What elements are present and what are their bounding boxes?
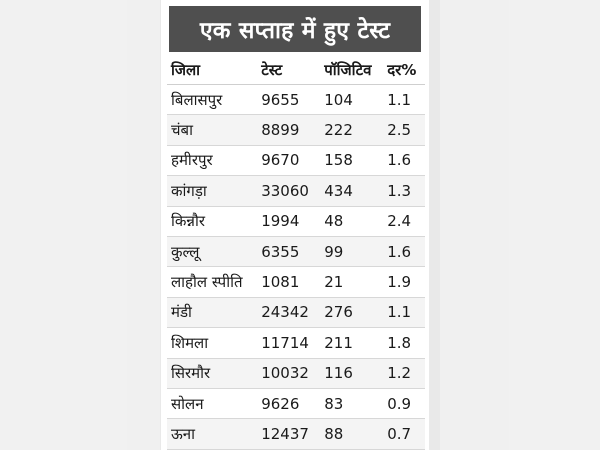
cell-district: बिलासपुर bbox=[167, 85, 257, 115]
cell-rate: 1.8 bbox=[383, 328, 425, 358]
cell-district: सोलन bbox=[167, 388, 257, 418]
cell-tests: 6355 bbox=[257, 236, 320, 266]
table-row bbox=[167, 297, 425, 327]
table-row bbox=[167, 85, 425, 115]
background-shade-left bbox=[0, 0, 160, 450]
cell-rate: 1.6 bbox=[383, 145, 425, 175]
cell-positive: 88 bbox=[320, 419, 383, 449]
cell-rate: 1.9 bbox=[383, 267, 425, 297]
table-row bbox=[167, 267, 425, 297]
cell-district: कुल्लू bbox=[167, 236, 257, 266]
cell-tests: 9626 bbox=[257, 388, 320, 418]
cell-positive: 222 bbox=[320, 115, 383, 145]
cell-rate: 1.1 bbox=[383, 297, 425, 327]
table-row bbox=[167, 115, 425, 145]
cell-tests: 1994 bbox=[257, 206, 320, 236]
cell-rate: 0.9 bbox=[383, 388, 425, 418]
header-positive: पॉजिटिव bbox=[320, 55, 383, 85]
cell-positive: 276 bbox=[320, 297, 383, 327]
table-row bbox=[167, 419, 425, 449]
header-district: जिला bbox=[167, 55, 257, 85]
table-row bbox=[167, 206, 425, 236]
table-row bbox=[167, 176, 425, 206]
cell-positive: 116 bbox=[320, 358, 383, 388]
header-rate: दर% bbox=[383, 55, 425, 85]
cell-district: सिरमौर bbox=[167, 358, 257, 388]
cell-rate: 1.1 bbox=[383, 85, 425, 115]
cell-district: हमीरपुर bbox=[167, 145, 257, 175]
cell-rate: 2.4 bbox=[383, 206, 425, 236]
district-tests-table bbox=[167, 55, 425, 450]
cell-tests: 10032 bbox=[257, 358, 320, 388]
cell-tests: 12437 bbox=[257, 419, 320, 449]
cell-positive: 21 bbox=[320, 267, 383, 297]
cell-rate: 1.2 bbox=[383, 358, 425, 388]
background-shade-right bbox=[440, 0, 600, 450]
cell-district: चंबा bbox=[167, 115, 257, 145]
cell-rate: 0.7 bbox=[383, 419, 425, 449]
cell-positive: 211 bbox=[320, 328, 383, 358]
cell-rate: 2.5 bbox=[383, 115, 425, 145]
cell-tests: 9670 bbox=[257, 145, 320, 175]
cell-positive: 48 bbox=[320, 206, 383, 236]
cell-rate: 1.6 bbox=[383, 236, 425, 266]
cell-rate: 1.3 bbox=[383, 176, 425, 206]
table-row bbox=[167, 388, 425, 418]
cell-district: ऊना bbox=[167, 419, 257, 449]
table-row bbox=[167, 358, 425, 388]
cell-tests: 8899 bbox=[257, 115, 320, 145]
cell-positive: 158 bbox=[320, 145, 383, 175]
cell-district: किन्नौर bbox=[167, 206, 257, 236]
cell-tests: 33060 bbox=[257, 176, 320, 206]
cell-positive: 83 bbox=[320, 388, 383, 418]
header-tests: टेस्ट bbox=[257, 55, 320, 85]
cell-district: कांगड़ा bbox=[167, 176, 257, 206]
cell-positive: 104 bbox=[320, 85, 383, 115]
cell-tests: 24342 bbox=[257, 297, 320, 327]
test-summary-card bbox=[161, 0, 429, 450]
cell-positive: 99 bbox=[320, 236, 383, 266]
cell-district: शिमला bbox=[167, 328, 257, 358]
cell-tests: 1081 bbox=[257, 267, 320, 297]
cell-tests: 9655 bbox=[257, 85, 320, 115]
table-row bbox=[167, 236, 425, 266]
cell-district: लाहौल स्पीति bbox=[167, 267, 257, 297]
table-header-row bbox=[167, 55, 425, 85]
cell-district: मंडी bbox=[167, 297, 257, 327]
table-row bbox=[167, 145, 425, 175]
cell-positive: 434 bbox=[320, 176, 383, 206]
table-row bbox=[167, 328, 425, 358]
cell-tests: 11714 bbox=[257, 328, 320, 358]
table-title: एक सप्ताह में हुए टेस्ट bbox=[169, 6, 421, 52]
